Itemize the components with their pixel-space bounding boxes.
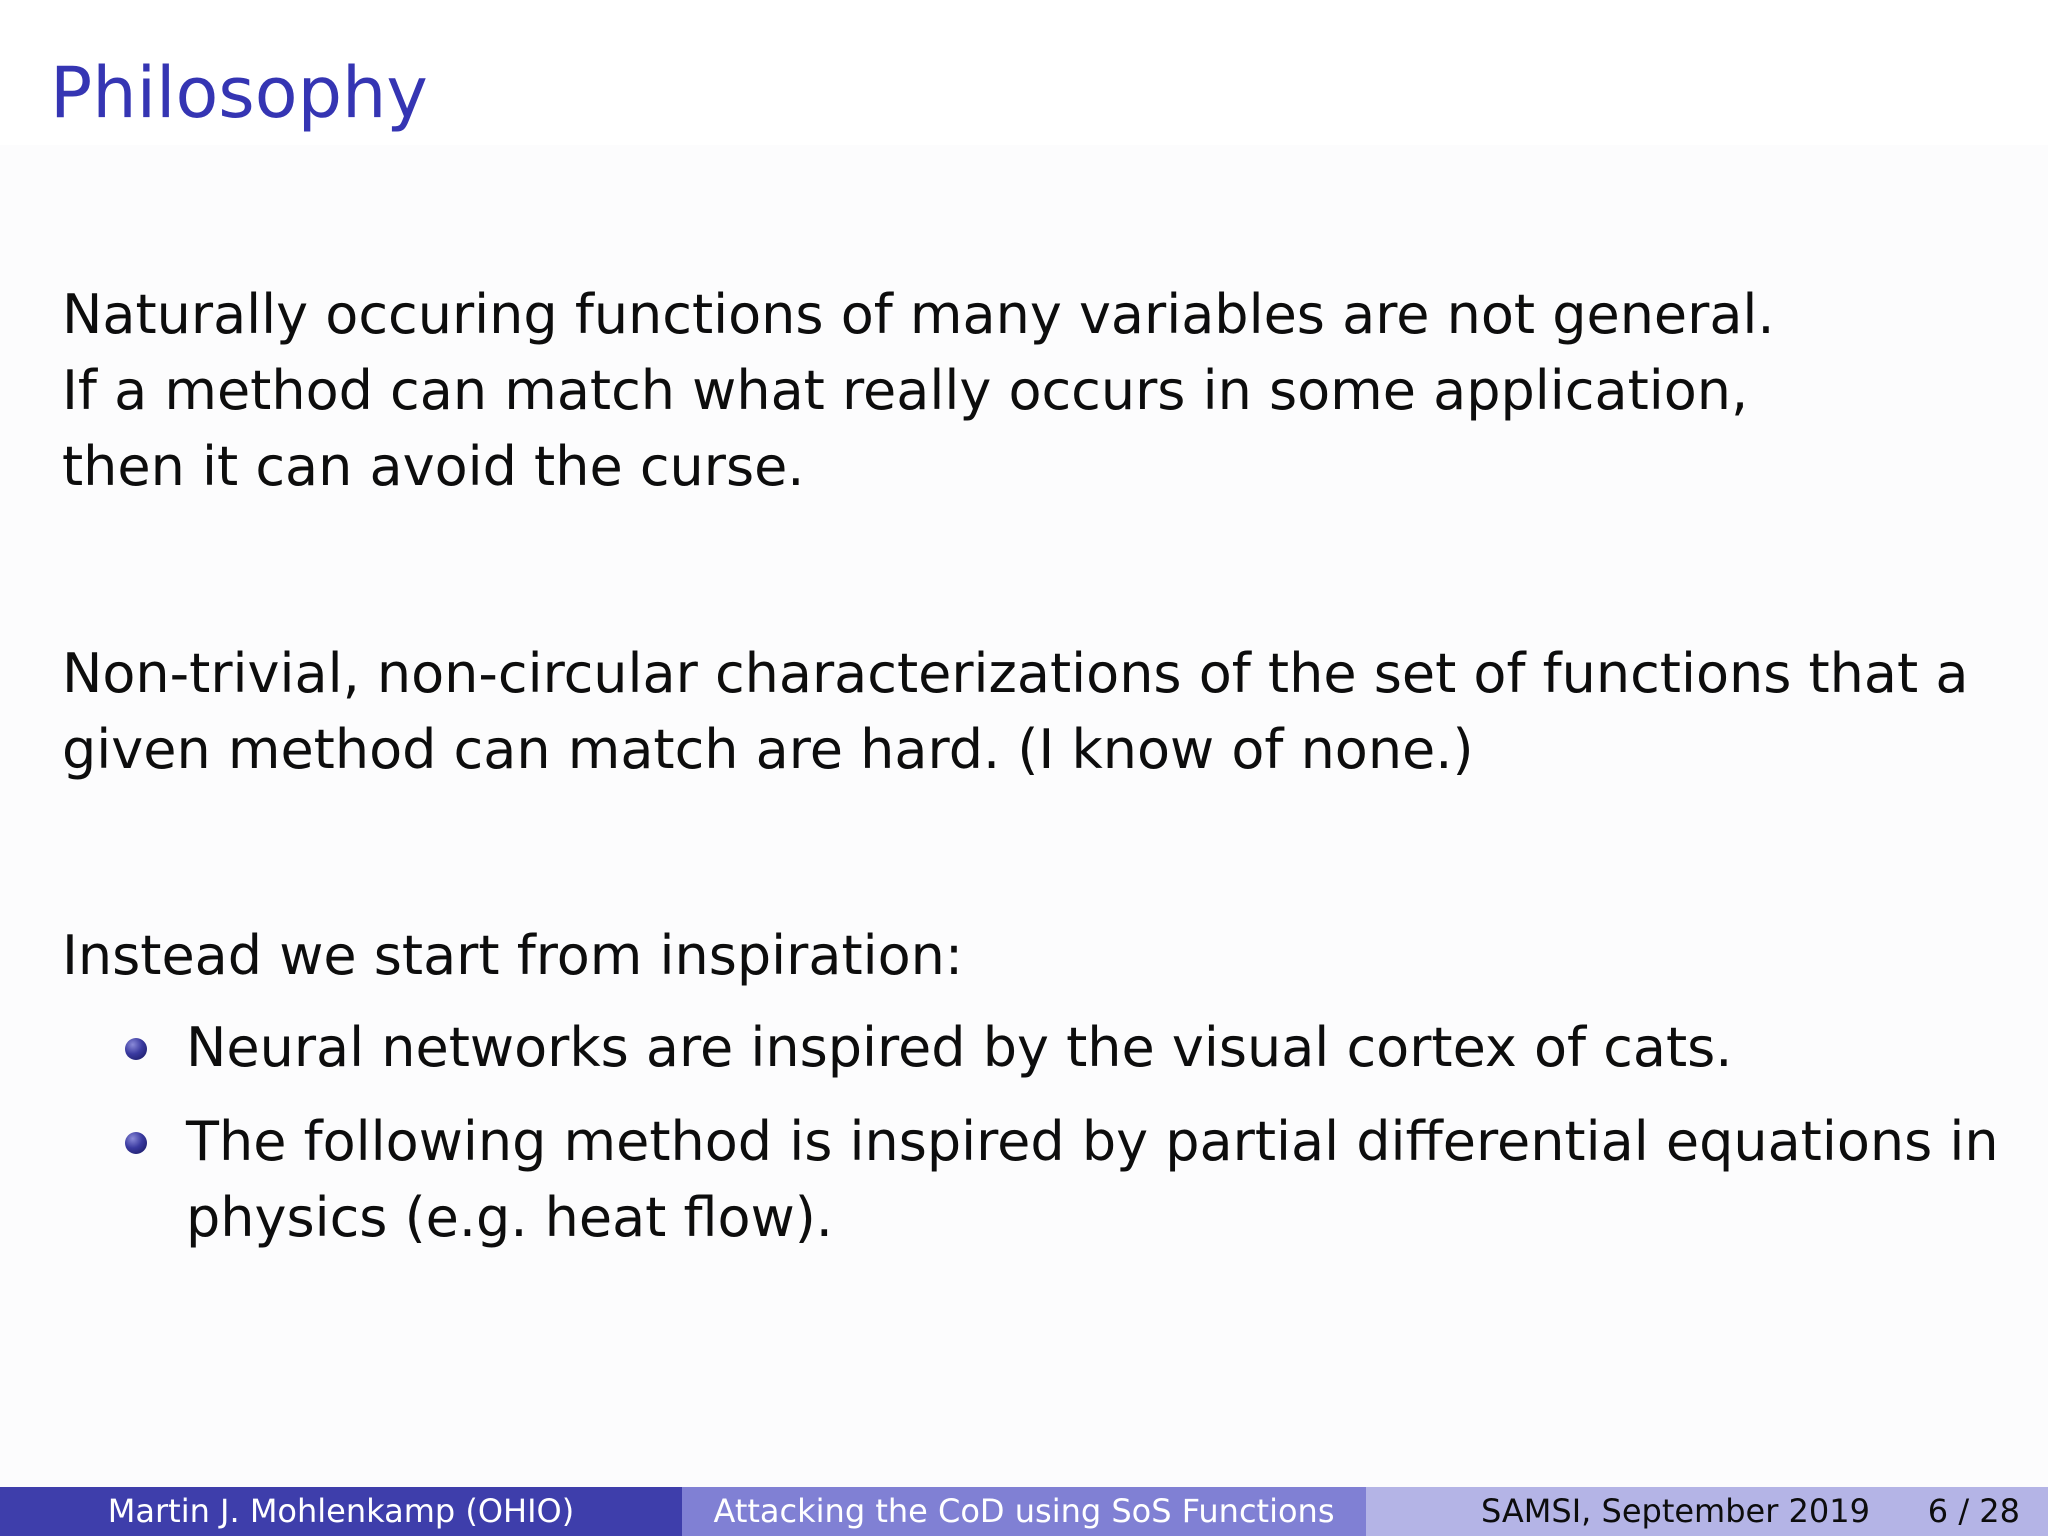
bullet-icon: [125, 1132, 147, 1154]
text-line: given method can match are hard. (I know of none.): [62, 718, 1474, 781]
footer-talk-title: Attacking the CoD using SoS Functions: [682, 1487, 1366, 1536]
bullet-icon: [125, 1038, 147, 1060]
footer-author: Martin J. Mohlenkamp (OHIO): [0, 1487, 682, 1536]
bullet-text: [186, 1010, 1732, 1086]
text-line: Neural networks are inspired by the visual cortex of cats.: [186, 1016, 1733, 1079]
text-line: then it can avoid the curse.: [62, 435, 805, 498]
footer-event-section: [1366, 1487, 2048, 1536]
text-line: Naturally occuring functions of many variables are not general.: [62, 283, 1775, 346]
inspiration-intro: Instead we start from inspiration:: [62, 924, 964, 987]
footer-bar: [0, 1487, 2048, 1536]
bullet-text: [186, 1104, 1999, 1256]
paragraph-naturally-occuring: [62, 277, 2002, 505]
text-line: physics (e.g. heat flow).: [186, 1186, 833, 1249]
title-bar: [0, 0, 2048, 145]
paragraph-characterizations: [62, 636, 2002, 788]
text-line: Non-trivial, non-circular characterizations of the set of functions that a: [62, 642, 1969, 705]
text-line: If a method can match what really occurs in some application,: [62, 359, 1749, 422]
text-line: The following method is inspired by partial differential equations in: [186, 1110, 1999, 1173]
page-number: 6 / 28: [1927, 1492, 2020, 1530]
slide-title: Philosophy: [50, 52, 428, 134]
footer-event: SAMSI, September 2019: [1481, 1492, 1870, 1530]
